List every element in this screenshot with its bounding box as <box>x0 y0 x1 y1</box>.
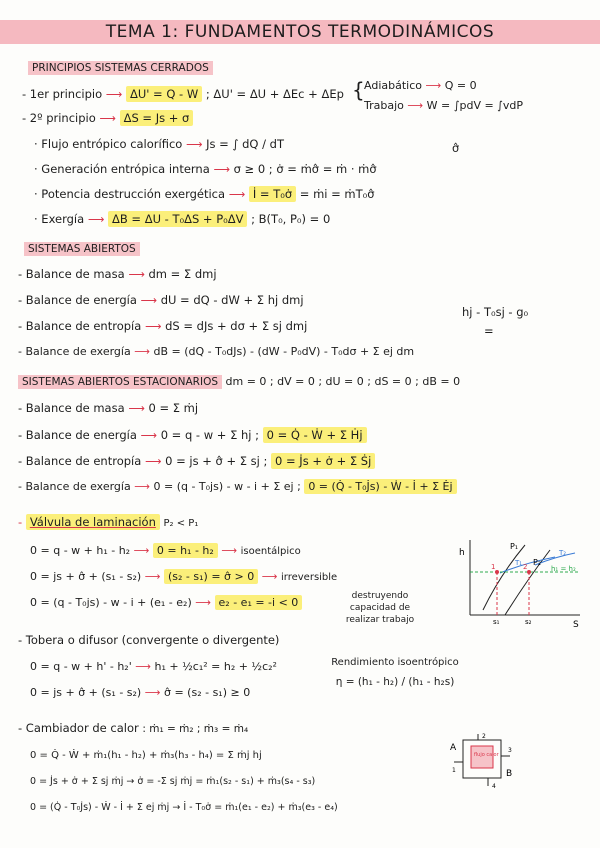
arrow-icon: ⟶ <box>133 544 150 557</box>
valvula-eq-row <box>30 544 301 557</box>
tobera-eq2: 0 = js + σ̂ + (s₁ - s₂) <box>30 686 142 699</box>
abierto-label: - Balance de masa <box>18 267 125 281</box>
abierto-eq: dB = (dQ - T₀dJs) - (dW - P₀dV) - T₀dσ + Σ ej dm <box>153 345 415 358</box>
tobera-eq1-b: h₁ + ½c₁² = h₂ + ½c₂² <box>154 660 277 673</box>
abierto-eq: dU = dQ - dW + Σ hj dmj <box>160 293 304 307</box>
adiabatico-eq: Q = 0 <box>444 79 477 92</box>
estacionario-eq: 0 = (q - T₀js) - w - i + Σ ej ; <box>153 480 301 493</box>
estacionario-row <box>18 454 375 468</box>
h-label: h₁ = h₂ <box>551 565 576 573</box>
s2-label: s₂ <box>525 618 532 626</box>
first-principle-eq: ΔU' = Q - W <box>126 86 202 102</box>
flujo-extra: σ̂ <box>452 141 460 155</box>
section-heading-cerrados: PRINCIPIOS SISTEMAS CERRADOS <box>28 61 213 75</box>
t1-curve <box>500 557 555 573</box>
section-heading-abiertos: SISTEMAS ABIERTOS <box>24 242 140 256</box>
generacion-label: · Generación entrópica interna <box>34 162 210 176</box>
node-2: 2 <box>482 733 486 740</box>
valvula-eq3-hl: e₂ - e₁ = -i < 0 <box>215 595 303 610</box>
tobera-eq1: 0 = q - w + h' - h₂' <box>30 660 132 673</box>
tobera-eq2-b: σ̂ = (s₂ - s₁) ≥ 0 <box>164 686 251 699</box>
valvula-eq2: 0 = js + σ̂ + (s₁ - s₂) <box>30 570 142 583</box>
first-principle-row <box>22 87 344 101</box>
valvula-eq3-note: destruyendo capacidad de realizar trabajo <box>345 591 415 625</box>
valvula-heading-row <box>18 515 198 529</box>
abierto-eq: dS = dJs + dσ + Σ sj dmj <box>165 319 308 333</box>
estacionario-eq-highlight: 0 = (Q̇ - T₀J̇s) - Ẇ - İ + Σ Ėj <box>304 479 456 494</box>
arrow-icon: ⟶ <box>144 454 162 468</box>
valvula-eq1-hl: 0 = h₁ - h₂ <box>153 543 218 558</box>
arrow-icon: ⟶ <box>144 686 161 699</box>
pt2-label: 2 <box>523 563 528 571</box>
first-principle-eq2: ΔU' = ΔU + ΔEc + ΔEp <box>213 87 344 101</box>
point-2 <box>527 570 531 574</box>
abierto-row <box>18 267 217 281</box>
cambiador-eq3: 0 = (Q̇ - T₀J̇s) - Ẇ - İ + Σ ej ṁj → İ - T₀σ̇ = ṁ₁(e₁ - e₂) + ṁ₃(e₃ - e₄) <box>30 802 338 813</box>
flujo-label: · Flujo entrópico calorífico <box>34 137 183 151</box>
flujo-eq: Js = ∫ dQ / dT <box>206 137 284 151</box>
adiabatico-label: Adiabático <box>364 79 422 92</box>
bullet-icon: - <box>18 515 23 529</box>
generacion-row <box>34 162 377 176</box>
node-4: 4 <box>492 783 496 790</box>
arrow-icon: ⟶ <box>99 111 116 125</box>
abierto-row <box>18 345 414 358</box>
estacionario-eq-highlight: 0 = J̇s + σ̇ + Σ Ṡj <box>271 453 375 469</box>
estacionario-eq: 0 = js + σ̂ + Σ sj ; <box>165 454 268 468</box>
arrow-icon: ⟶ <box>140 293 158 307</box>
valvula-cond: P₂ < P₁ <box>163 518 199 529</box>
valvula-eq2-hl: (s₂ - s₁) = σ̂ > 0 <box>164 569 258 584</box>
heat-exchanger-diagram <box>448 732 518 792</box>
brace-icon: { <box>352 78 365 102</box>
exergia-row <box>34 212 330 226</box>
abierto-eq: dm = Σ dmj <box>148 267 217 281</box>
s1-label: s₁ <box>493 618 500 626</box>
side-note: hj - T₀sj - g₀ <box>462 305 529 319</box>
abierto-row <box>18 319 307 333</box>
abierto-label: - Balance de entropía <box>18 319 142 333</box>
hs-diagram <box>455 535 585 630</box>
exergia-eq2: ; B(T₀, P₀) = 0 <box>251 212 331 226</box>
estacionario-eq: 0 = Σ ṁj <box>148 401 199 415</box>
label-b: B <box>506 769 513 779</box>
estacionario-row <box>18 480 457 493</box>
first-principle-label: - 1er principio <box>22 87 103 101</box>
node-3: 3 <box>508 747 512 754</box>
arrow-icon: ⟶ <box>128 267 145 281</box>
point-1 <box>495 570 499 574</box>
first-principle-sep: ; <box>205 87 210 101</box>
node-1: 1 <box>452 767 456 774</box>
arrow-icon: ⟶ <box>407 99 424 112</box>
trabajo-row <box>364 99 523 112</box>
abierto-label: - Balance de exergía <box>18 345 131 358</box>
y-axis-label: h <box>459 548 465 558</box>
p1-label: P₁ <box>510 542 519 551</box>
estacionario-row <box>18 401 198 415</box>
cambiador-eq1: 0 = Q̇ - Ẇ + ṁ₁(h₁ - h₂) + ṁ₃(h₃ - h₄) = Σ ṁj hj <box>30 750 262 761</box>
t1-label: T₁ <box>515 559 523 567</box>
valvula-eq1-note: isoentálpico <box>240 546 301 557</box>
label-a: A <box>450 743 457 753</box>
pt1-label: 1 <box>491 563 496 571</box>
rendimiento-label: Rendimiento isoentrópico <box>331 657 459 668</box>
valvula-eq-row <box>30 596 302 609</box>
adiabatico-row <box>364 79 477 92</box>
valvula-eq2-note: irreversible <box>281 572 338 583</box>
valvula-eq-row <box>30 570 337 583</box>
arrow-icon: ⟶ <box>128 401 145 415</box>
p2-label: P₂ <box>533 558 542 567</box>
arrow-icon: ⟶ <box>134 345 150 358</box>
abierto-label: - Balance de energía <box>18 293 137 307</box>
exergia-eq: ΔB = ΔU - T₀ΔS + P₀ΔV <box>108 211 247 227</box>
arrow-icon: ⟶ <box>144 319 162 333</box>
tobera-eq-row <box>30 660 277 673</box>
arrow-icon: ⟶ <box>87 212 105 226</box>
arrow-icon: ⟶ <box>135 660 152 673</box>
tobera-heading: - Tobera o difusor (convergente o divergente) <box>18 633 280 647</box>
section-heading-estacionarios: SISTEMAS ABIERTOS ESTACIONARIOS <box>18 375 222 389</box>
potencia-eq2: = ṁi = ṁT₀σ̂ <box>299 187 375 201</box>
flujo-row <box>34 137 284 151</box>
arrow-icon: ⟶ <box>261 570 278 583</box>
potencia-row <box>34 187 375 201</box>
estacionarios-conditions: dm = 0 ; dV = 0 ; dU = 0 ; dS = 0 ; dB = 0 <box>225 375 461 388</box>
second-principle-eq: ΔS = Js + σ <box>120 110 194 126</box>
cambiador-eq2: 0 = J̇s + σ̇ + Σ sj ṁj → σ̇ = -Σ sj ṁj = ṁ₁(s₂ - s₁) + ṁ₃(s₄ - s₃) <box>30 776 316 787</box>
arrow-icon: ⟶ <box>221 544 238 557</box>
arrow-icon: ⟶ <box>134 480 150 493</box>
potencia-label: · Potencia destrucción exergética <box>34 187 226 201</box>
abierto-row <box>18 293 304 307</box>
cambiador-heading-row <box>18 721 248 735</box>
estacionario-label: - Balance de energía <box>18 428 137 442</box>
arrow-icon: ⟶ <box>228 187 246 201</box>
cambiador-cond: : ṁ₁ = ṁ₂ ; ṁ₃ = ṁ₄ <box>142 723 249 735</box>
potencia-eq: İ = T₀σ̇ <box>249 186 296 202</box>
arrow-icon: ⟶ <box>185 137 203 151</box>
arrow-icon: ⟶ <box>425 79 442 92</box>
rendimiento-eq: η = (h₁ - h₂) / (h₁ - h₂s) <box>335 676 455 688</box>
page-title: TEMA 1: FUNDAMENTOS TERMODINÁMICOS <box>105 22 495 42</box>
arrow-icon: ⟶ <box>195 596 212 609</box>
arrow-icon: ⟶ <box>213 162 230 176</box>
trabajo-label: Trabajo <box>364 99 404 112</box>
estacionario-eq: 0 = q - w + Σ hj ; <box>160 428 259 442</box>
second-principle-label: - 2º principio <box>22 111 96 125</box>
valvula-eq3: 0 = (q - T₀js) - w - i + (e₁ - e₂) <box>30 596 192 609</box>
estacionario-label: - Balance de exergía <box>18 480 131 493</box>
valvula-heading: Válvula de laminación <box>26 514 160 530</box>
estacionario-eq-highlight: 0 = Q̇ - Ẇ + Σ Ḣj <box>263 427 367 443</box>
second-principle-row <box>22 111 193 125</box>
estacionario-row <box>18 428 367 442</box>
arrow-icon: ⟶ <box>144 570 161 583</box>
flow-label: flujo calor <box>474 752 499 758</box>
x-axis-label: S <box>573 620 579 630</box>
tobera-eq-row <box>30 686 250 699</box>
estacionarios-header-row <box>18 375 460 388</box>
estacionario-label: - Balance de masa <box>18 401 125 415</box>
p1-curve <box>483 545 528 610</box>
trabajo-eq: W = ∫pdV = ∫vdP <box>426 99 524 112</box>
t2-label: T₂ <box>559 549 567 557</box>
side-eq: = <box>484 324 494 338</box>
arrow-icon: ⟶ <box>105 87 123 101</box>
arrow-icon: ⟶ <box>140 428 158 442</box>
generacion-eq: σ ≥ 0 ; σ̇ = ṁσ̂ = ṁ · ṁσ̂ <box>233 162 377 176</box>
exergia-label: · Exergía <box>34 212 85 226</box>
valvula-eq1: 0 = q - w + h₁ - h₂ <box>30 544 131 557</box>
cambiador-heading: - Cambiador de calor <box>18 721 139 735</box>
estacionario-label: - Balance de entropía <box>18 454 142 468</box>
